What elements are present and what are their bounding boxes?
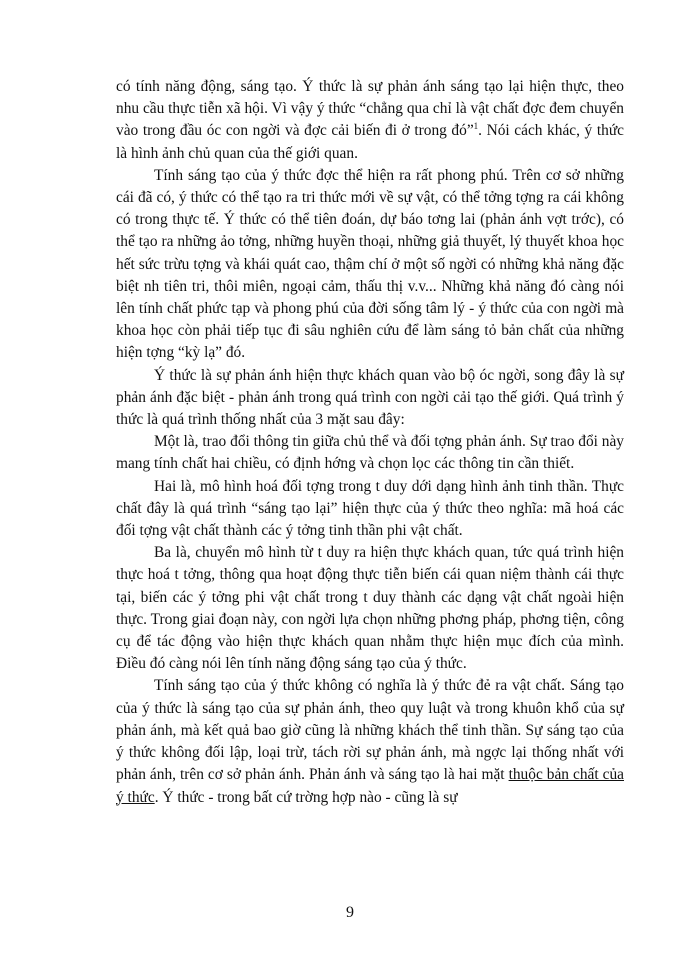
footnote-marker: 1: [473, 121, 479, 132]
paragraph-7: [116, 675, 624, 808]
paragraph-3: Ý thức là sự phản ánh hiện thực khách quan vào bộ óc ngời, song đây là sự phản ánh đặc biệt - phản ánh trong quá trình con ngời cải tạo thế giới. Quá trình ý thức là quá trình thống nhất của 3 mặt sau đây:: [116, 366, 624, 429]
document-body: [116, 76, 624, 809]
paragraph-5: Hai là, mô hình hoá đối tợng trong t duy dới dạng hình ảnh tinh thần. Thực chất đây là quá trình “sáng tạo lại” hiện thực của ý thức theo nghĩa: mã hoá các đối tợng vật chất thành các ý tởng tinh thần phi vật chất.: [116, 477, 624, 540]
underlined-phrase: thuộc bản chất của ý thức: [116, 766, 624, 806]
paragraph-1-text: có tính năng động, sáng tạo. Ý thức là sự phản ánh sáng tạo lại hiện thực, theo nhu cầu thực tiễn xã hội. Vì vậy ý thức “chẳng qua chỉ là vật chất đợc đem chuyển vào trong đầu óc con ngời và đợc cải biến đi ở trong đó”: [116, 78, 624, 140]
paragraph-7-tail: . Ý thức - trong bất cứ trờng hợp nào - cũng là sự: [154, 788, 458, 806]
paragraph-4: Một là, trao đổi thông tin giữa chủ thể và đối tợng phản ánh. Sự trao đổi này mang tính chất hai chiều, có định hớng và chọn lọc các thông tin cần thiết.: [116, 433, 624, 473]
paragraph-7-text: Tính sáng tạo của ý thức không có nghĩa là ý thức đẻ ra vật chất. Sáng tạo của ý thức là sáng tạo của sự phản ánh, theo quy luật và trong khuôn khổ của sự phản ánh, mà kết quả bao giờ cũng là những khách thể tinh thần. Sự sáng tạo của ý thức không đối lập, loại trừ, tách rời sự phản ánh, mà ngợc lại thống nhất với phản ánh, trên cơ sở phản ánh. Phản ánh và sáng tạo là hai mặt: [116, 677, 624, 784]
page-number: 9: [346, 904, 354, 921]
paragraph-2: Tính sáng tạo của ý thức đợc thể hiện ra rất phong phú. Trên cơ sở những cái đã có, ý thức có thể tạo ra tri thức mới về sự vật, có thể tởng tợng ra cái không có trong thực tế. Ý thức có thể tiên đoán, dự báo tơng lai (phản ánh vợt trớc), có thể tạo ra những ảo tởng, những huyền thoại, những giả thuyết, lý thuyết khoa học hết sức trừu tợng và khái quát cao, thậm chí ở một số ngời có những khả năng đặc biệt nh tiên tri, thôi miên, ngoại cảm, thấu thị v.v... Những khả năng đó càng nói lên tính chất phức tạp và phong phú của đời sống tâm lý - ý thức của con ngời mà khoa học còn phải tiếp tục đi sâu nghiên cứu để làm sáng tỏ bản chất của những hiện tợng “kỳ lạ” đó.: [116, 166, 624, 362]
paragraph-1: [116, 76, 624, 165]
paragraph-6: Ba là, chuyển mô hình từ t duy ra hiện thực khách quan, tức quá trình hiện thực hoá t tởng, thông qua hoạt động thực tiễn biến cái quan niệm thành cái thực tại, biến các ý tởng phi vật chất trong t duy thành các dạng vật chất ngoài hiện thực. Trong giai đoạn này, con ngời lựa chọn những phơng pháp, phơng tiện, công cụ để tác động vào hiện thực khách quan nhằm thực hiện mục đích của mình. Điều đó càng nói lên tính năng động sáng tạo của ý thức.: [116, 544, 624, 673]
paragraph-1-tail: . Nói cách khác, ý thức là hình ảnh chủ quan của thế giới quan.: [116, 122, 624, 162]
